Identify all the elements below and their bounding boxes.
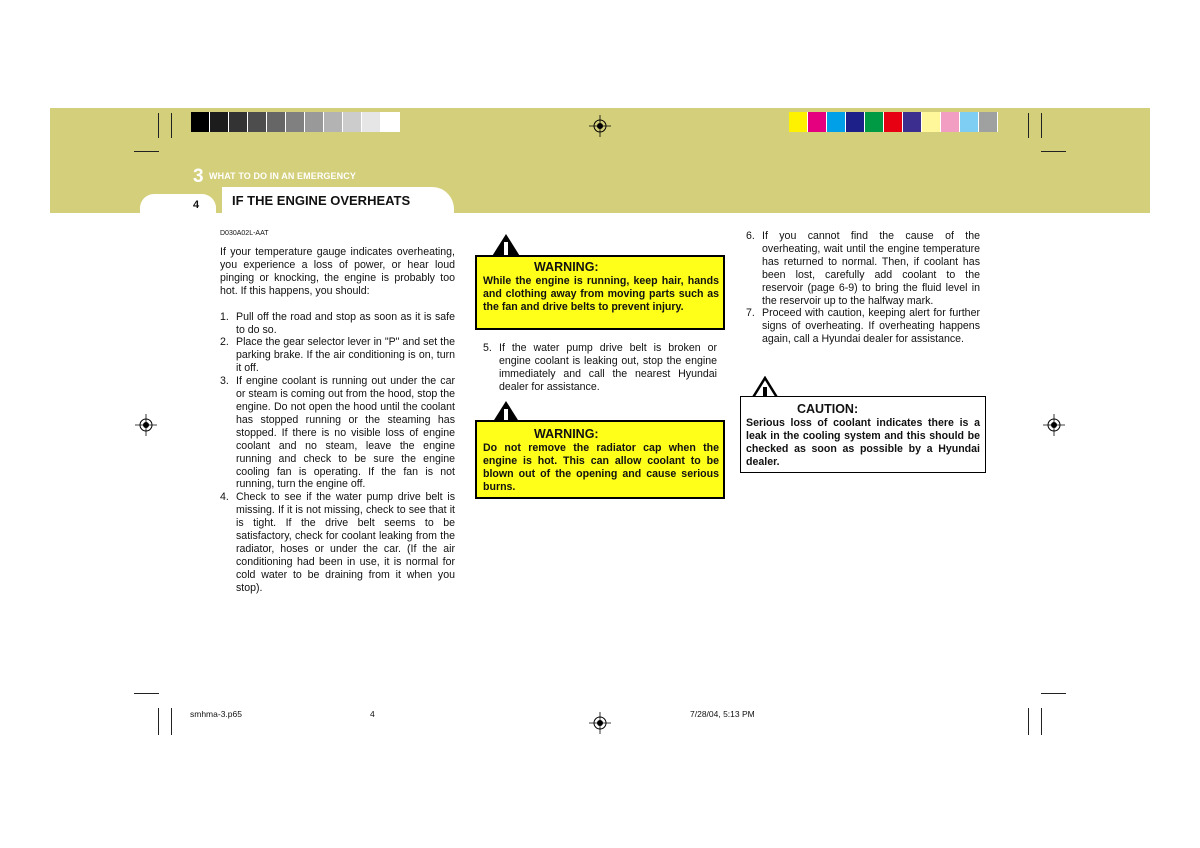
step-text: Check to see if the water pump drive belt is missing. If it is not missing, check to see that it is tight. If the drive belt seems to be satisfactory, check for coolant leaking from the radiator, hoses or under the car. (If the air conditioning had been in use, it is normal for cold water to be draining from it when you stop). (236, 491, 455, 594)
step-number: 6. (746, 230, 755, 242)
color-swatch (267, 112, 286, 132)
color-swatch (324, 112, 343, 132)
step-number: 2. (220, 336, 229, 349)
warning-box (475, 255, 725, 330)
color-swatch (381, 112, 400, 132)
section-code: D030A02L-AAT (220, 230, 269, 237)
list-item (220, 336, 455, 375)
chapter-title: WHAT TO DO IN AN EMERGENCY (209, 171, 356, 181)
step-number: 7. (746, 307, 755, 320)
color-swatch (903, 112, 922, 132)
color-swatch (865, 112, 884, 132)
step-text: Proceed with caution, keeping alert for further signs of overheating. If overheating happens again, call a Hyundai dealer for assistance. (762, 307, 980, 346)
color-swatch (789, 112, 808, 132)
caution-box (740, 396, 986, 473)
step-text: If engine coolant is running out under the car or steam is coming out from the hood, stop the engine. Do not open the hood until the coolant has stopped running or the steaming has stopped. If there is no visible loss of engine coolant and no steam, leave the engine running and check to be sure the engine cooling fan is operating. If the fan is not running, turn the engine off. (236, 375, 455, 491)
list-item (746, 230, 980, 307)
step-text: If the water pump drive belt is broken or engine coolant is leaking out, stop the engine immediately and call the nearest Hyundai dealer for assistance. (499, 342, 717, 393)
color-swatch (343, 112, 362, 132)
registration-mark-icon (589, 712, 611, 734)
step-text: Place the gear selector lever in "P" and set the parking brake. If the air conditioning is on, turn it off. (236, 336, 455, 375)
caution-text: Serious loss of coolant indicates there is a leak in the cooling system and this should be checked as soon as possible by a Hyundai dealer. (746, 417, 980, 468)
step-number: 4. (220, 491, 229, 504)
step-number: 3. (220, 375, 229, 388)
color-calibration-bar (789, 112, 998, 132)
warning-text: Do not remove the radiator cap when the engine is hot. This can allow coolant to be blown out of the opening and cause serious burns. (483, 442, 719, 493)
intro-paragraph: If your temperature gauge indicates overheating, you experience a loss of power, or hear loud pinging or knocking, the engine is probably too hot. If this happens, you should: (220, 246, 455, 297)
caution-heading: CAUTION: (797, 402, 859, 416)
step-number: 1. (220, 310, 229, 323)
footer-page: 4 (370, 709, 375, 719)
right-column (746, 230, 980, 346)
list-item (220, 491, 455, 594)
warning-text: While the engine is running, keep hair, hands and clothing away from moving parts such as the fan and drive belts to prevent injury. (483, 275, 719, 313)
list-item (220, 375, 455, 491)
step-text: If you cannot find the cause of the overheating, wait until the engine temperature has returned to normal. Then, if coolant has been lost, carefully add coolant to the reservoir (page 6-9) to bring the fluid level in the reservoir up to the halfway mark. (762, 230, 980, 307)
warning-heading: WARNING: (534, 260, 599, 274)
color-swatch (827, 112, 846, 132)
grayscale-calibration-bar (191, 112, 400, 132)
footer-filename: smhma-3.p65 (190, 709, 242, 719)
step-5 (483, 342, 717, 394)
color-swatch (229, 112, 248, 132)
color-swatch (191, 112, 210, 132)
color-swatch (846, 112, 865, 132)
color-swatch (210, 112, 229, 132)
page-number: 4 (193, 199, 200, 211)
list-item (220, 311, 455, 337)
color-swatch (362, 112, 381, 132)
left-column (220, 246, 455, 595)
section-title: IF THE ENGINE OVERHEATS (232, 193, 411, 208)
warning-heading: WARNING: (534, 427, 599, 441)
color-swatch (884, 112, 903, 132)
color-swatch (808, 112, 827, 132)
step-text: Pull off the road and stop as soon as it is safe to do so. (236, 310, 455, 336)
steps-list (746, 230, 980, 346)
step-number: 5. (483, 342, 492, 354)
color-swatch (941, 112, 960, 132)
footer-timestamp: 7/28/04, 5:13 PM (690, 709, 755, 719)
color-swatch (960, 112, 979, 132)
color-swatch (979, 112, 998, 132)
color-swatch (922, 112, 941, 132)
list-item (746, 307, 980, 346)
registration-mark-icon (135, 414, 157, 436)
registration-mark-icon (1043, 414, 1065, 436)
warning-box (475, 420, 725, 499)
chapter-number: 3 (193, 166, 204, 187)
color-swatch (248, 112, 267, 132)
color-swatch (286, 112, 305, 132)
color-swatch (305, 112, 324, 132)
registration-mark-icon (589, 115, 611, 137)
page-number-tab (140, 194, 216, 213)
steps-list (220, 311, 455, 595)
